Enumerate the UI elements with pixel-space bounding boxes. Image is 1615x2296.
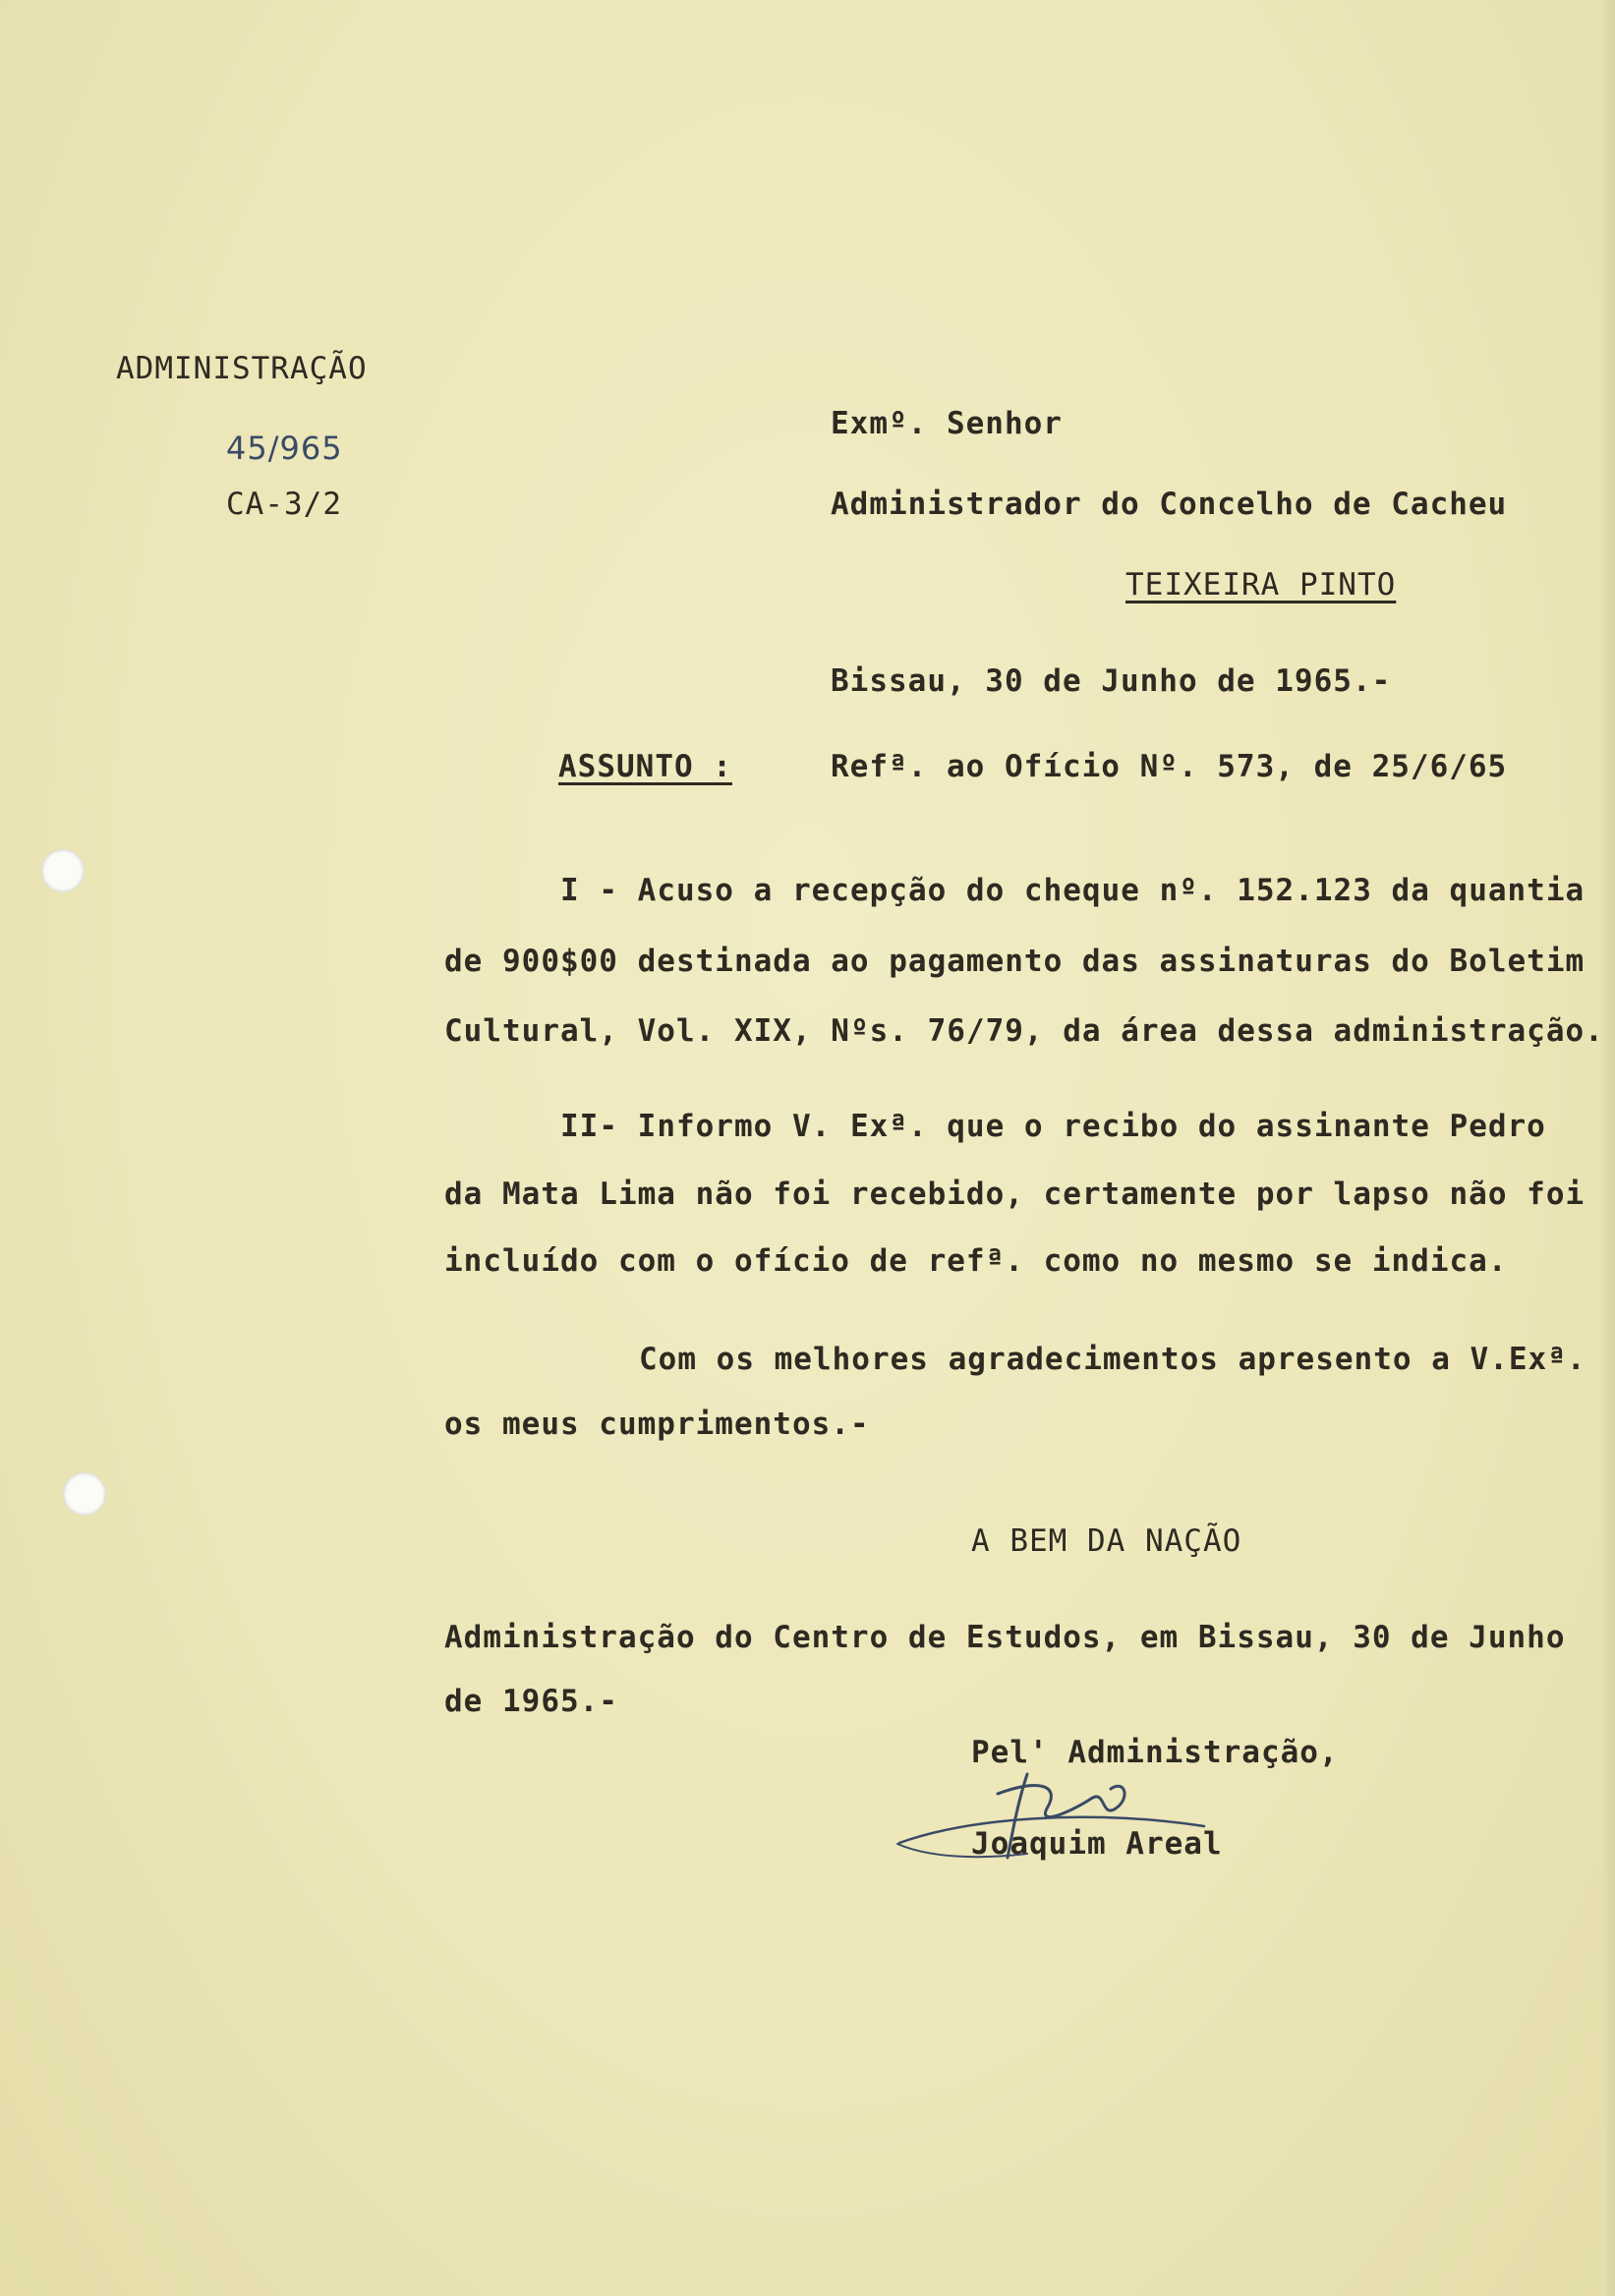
punch-hole-bottom — [63, 1472, 106, 1516]
place-date-line-2: de 1965.- — [444, 1684, 618, 1719]
paper-edge — [1601, 0, 1615, 2296]
recipient-title: Administrador do Concelho de Cacheu — [831, 487, 1508, 522]
handwritten-signature — [890, 1750, 1214, 1877]
punch-hole-top — [41, 849, 85, 892]
reference-number: 45/965 — [226, 430, 343, 467]
department-heading: ADMINISTRAÇÃO — [116, 351, 368, 386]
paragraph-1-line-1: I - Acuso a recepção do cheque nº. 152.123 da quantia — [560, 873, 1586, 908]
reference-code: CA-3/2 — [226, 487, 342, 522]
paragraph-1-line-3: Cultural, Vol. XIX, Nºs. 76/79, da área dessa administração. — [444, 1013, 1604, 1049]
subject-label: ASSUNTO : — [558, 749, 732, 784]
paragraph-3-line-1: Com os melhores agradecimentos apresento a V.Exª. — [639, 1342, 1586, 1377]
paragraph-1-line-2: de 900$00 destinada ao pagamento das assinaturas do Boletim — [444, 944, 1586, 979]
subject-text: Refª. ao Ofício Nº. 573, de 25/6/65 — [831, 749, 1508, 784]
signatory-name: Joaquim Areal — [971, 1826, 1223, 1862]
recipient-salutation: Exmº. Senhor — [831, 406, 1063, 441]
paragraph-2-line-3: incluído com o ofício de refª. como no mesmo se indica. — [444, 1243, 1508, 1279]
date-line: Bissau, 30 de Junho de 1965.- — [831, 663, 1392, 699]
paragraph-3-line-2: os meus cumprimentos.- — [444, 1406, 870, 1442]
paragraph-2-line-1: II- Informo V. Exª. que o recibo do assinante Pedro — [560, 1109, 1546, 1144]
paragraph-2-line-2: da Mata Lima não foi recebido, certamente por lapso não foi — [444, 1177, 1586, 1212]
closing-motto: A BEM DA NAÇÃO — [971, 1523, 1242, 1559]
recipient-place: TEIXEIRA PINTO — [1125, 567, 1397, 603]
on-behalf-line: Pel' Administração, — [971, 1735, 1339, 1770]
place-date-line-1: Administração do Centro de Estudos, em Bissau, 30 de Junho — [444, 1620, 1566, 1655]
